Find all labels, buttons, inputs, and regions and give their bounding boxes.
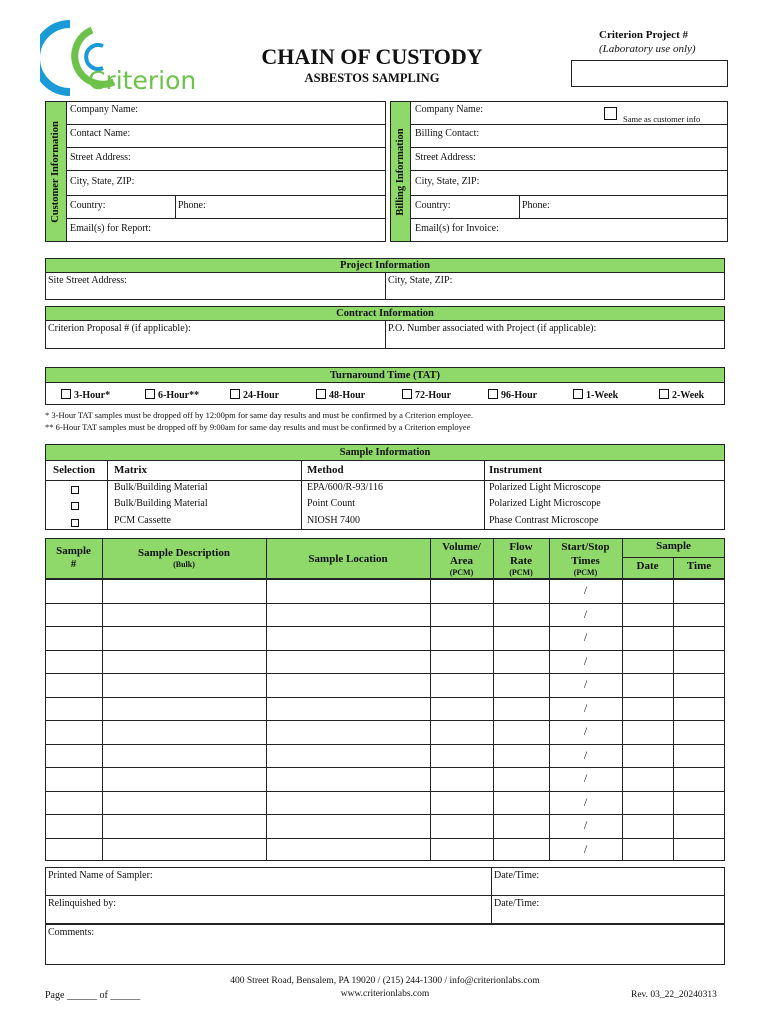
footer-revision: Rev. 03_22_20240313 xyxy=(631,990,717,1000)
same-as-customer-label: Same as customer info xyxy=(623,114,701,124)
table-row[interactable] xyxy=(45,697,725,698)
tat-checkbox[interactable] xyxy=(573,389,583,399)
table-row[interactable] xyxy=(45,814,725,815)
po-number-field[interactable]: P.O. Number associated with Project (if applicable): xyxy=(388,323,597,334)
start-stop-separator: / xyxy=(583,818,588,832)
start-stop-separator: / xyxy=(583,700,588,715)
comments-field[interactable] xyxy=(45,924,725,965)
col-volume-line1: Volume/ xyxy=(442,541,481,553)
sample-info-instrument: Polarized Light Microscope xyxy=(489,498,601,509)
tat-checkbox[interactable] xyxy=(659,389,669,399)
customer-phone-field[interactable]: Phone: xyxy=(178,200,206,211)
billing-company-field[interactable]: Company Name: xyxy=(415,104,484,115)
tat-note-6hour: ** 6-Hour TAT samples must be dropped off by 9:00am for same day results and must be confirmed by a Criterion employee xyxy=(45,422,471,432)
relinquished-by-field[interactable]: Relinquished by: xyxy=(48,898,117,909)
customer-info-section xyxy=(45,101,386,242)
page-total[interactable]: ______ xyxy=(110,990,141,1001)
sampler-name-field[interactable]: Printed Name of Sampler: xyxy=(48,870,153,881)
tat-option[interactable] xyxy=(659,389,704,401)
table-row[interactable] xyxy=(45,720,725,721)
billing-phone-field[interactable]: Phone: xyxy=(522,200,550,211)
col-method: Method xyxy=(307,464,344,476)
customer-street-field[interactable]: Street Address: xyxy=(70,152,131,163)
billing-country-field[interactable]: Country: xyxy=(415,200,451,211)
tat-option-label: 3-Hour* xyxy=(74,390,111,401)
company-logo xyxy=(40,16,197,98)
customer-contact-field[interactable]: Contact Name: xyxy=(70,128,131,139)
col-sample-time: Time xyxy=(686,560,712,572)
start-stop-separator: / xyxy=(583,747,588,762)
billing-info-label: Billing Information xyxy=(395,128,406,216)
sample-info-method: EPA/600/R-93/116 xyxy=(307,482,383,493)
col-sample-num-line2: # xyxy=(70,558,77,570)
billing-contact-field[interactable]: Billing Contact: xyxy=(415,128,480,139)
sample-info-method: Point Count xyxy=(307,498,356,509)
col-flow-line2: Rate xyxy=(510,555,532,567)
site-city-field[interactable]: City, State, ZIP: xyxy=(388,275,453,286)
tat-option[interactable] xyxy=(488,389,537,401)
tat-option[interactable] xyxy=(316,389,365,401)
table-row[interactable] xyxy=(45,767,725,768)
footer-address: 400 Street Road, Bensalem, PA 19020 / (215) 244-1300 / info@criterionlabs.com xyxy=(230,976,540,986)
analysis-selection-checkbox[interactable] xyxy=(71,486,79,494)
same-as-customer-checkbox[interactable] xyxy=(604,106,620,124)
tat-option-label: 96-Hour xyxy=(501,390,538,401)
col-times-line2: Times xyxy=(571,555,600,567)
tat-option-label: 1-Week xyxy=(586,390,619,401)
logo-wordmark: Criterion xyxy=(88,66,197,95)
proposal-number-field[interactable]: Criterion Proposal # (if applicable): xyxy=(48,323,191,334)
sample-info-header: Sample Information xyxy=(45,444,725,461)
sample-info-instrument: Phase Contrast Microscope xyxy=(489,515,599,526)
col-sample-num-line1: Sample xyxy=(56,545,91,557)
relinquished-datetime-field[interactable]: Date/Time: xyxy=(494,898,540,909)
tat-option[interactable] xyxy=(230,389,279,401)
tat-option-label: 24-Hour xyxy=(243,390,280,401)
sampler-datetime-field[interactable]: Date/Time: xyxy=(494,870,540,881)
table-row[interactable] xyxy=(45,650,725,651)
tat-option-label: 2-Week xyxy=(672,390,705,401)
col-sample-location: Sample Location xyxy=(308,553,388,565)
billing-city-field[interactable]: City, State, ZIP: xyxy=(415,176,480,187)
start-stop-separator: / xyxy=(583,724,588,738)
start-stop-separator: / xyxy=(583,583,588,597)
table-row[interactable] xyxy=(45,603,725,604)
start-stop-separator: / xyxy=(583,630,588,644)
customer-info-label: Customer Information xyxy=(50,121,61,223)
col-sample-num xyxy=(46,545,101,571)
contract-info-header: Contract Information xyxy=(45,306,725,321)
col-flow-line1: Flow xyxy=(509,541,533,553)
col-matrix: Matrix xyxy=(114,464,147,476)
col-volume-sub: (PCM) xyxy=(449,568,474,577)
customer-email-field[interactable]: Email(s) for Report: xyxy=(70,223,152,234)
site-address-field[interactable]: Site Street Address: xyxy=(48,275,127,286)
billing-email-field[interactable]: Email(s) for Invoice: xyxy=(415,223,499,234)
tat-note-3hour: * 3-Hour TAT samples must be dropped off by 12:00pm for same day results and must be confirmed by a Criterion employee. xyxy=(45,410,474,420)
table-row[interactable] xyxy=(45,838,725,839)
table-row[interactable] xyxy=(45,579,725,580)
tat-option-label: 48-Hour xyxy=(329,390,366,401)
samples-table-border xyxy=(45,538,725,861)
comments-label: Comments: xyxy=(48,927,95,938)
tat-checkbox[interactable] xyxy=(145,389,155,399)
col-sample-description-sub: (Bulk) xyxy=(173,560,195,569)
start-stop-separator: / xyxy=(583,841,588,856)
tat-option[interactable] xyxy=(61,389,110,401)
project-info-header: Project Information xyxy=(45,258,725,273)
start-stop-separator: / xyxy=(583,794,588,809)
analysis-selection-checkbox[interactable] xyxy=(71,502,79,510)
footer-website: www.criterionlabs.com xyxy=(340,989,430,999)
col-selection: Selection xyxy=(53,464,96,476)
customer-country-field[interactable]: Country: xyxy=(70,200,106,211)
table-row[interactable] xyxy=(45,673,725,674)
project-number-field[interactable] xyxy=(571,60,728,87)
tat-option[interactable] xyxy=(402,389,451,401)
col-sample-datetime: Sample xyxy=(656,540,691,552)
table-row[interactable] xyxy=(45,744,725,745)
tat-checkbox[interactable] xyxy=(61,389,71,399)
table-row[interactable] xyxy=(45,626,725,627)
page-number xyxy=(45,990,140,1001)
col-start-stop-times xyxy=(549,540,622,578)
page-subtitle: ASBESTOS SAMPLING xyxy=(304,71,440,85)
tat-checkbox[interactable] xyxy=(230,389,240,399)
tat-header: Turnaround Time (TAT) xyxy=(45,367,725,383)
col-sample-description: Sample Description xyxy=(138,547,230,559)
analysis-selection-checkbox[interactable] xyxy=(71,519,79,527)
sample-info-method: NIOSH 7400 xyxy=(307,515,361,526)
col-times-line1: Start/Stop xyxy=(561,541,610,553)
tat-option-label: 72-Hour xyxy=(415,390,452,401)
customer-city-field[interactable]: City, State, ZIP: xyxy=(70,176,135,187)
tat-option[interactable] xyxy=(145,389,199,401)
col-times-sub: (PCM) xyxy=(573,568,598,577)
page-prefix: Page xyxy=(45,990,65,1001)
project-number-note: (Laboratory use only) xyxy=(599,43,696,55)
table-row[interactable] xyxy=(45,791,725,792)
billing-street-field[interactable]: Street Address: xyxy=(415,152,476,163)
start-stop-separator: / xyxy=(583,677,588,691)
col-sample-date: Date xyxy=(636,560,659,572)
project-number-label: Criterion Project # xyxy=(599,29,688,41)
col-instrument: Instrument xyxy=(489,464,543,476)
sample-info-matrix: PCM Cassette xyxy=(114,515,171,526)
start-stop-separator: / xyxy=(583,606,588,621)
tat-checkbox[interactable] xyxy=(316,389,326,399)
tat-checkbox[interactable] xyxy=(402,389,412,399)
sample-info-matrix: Bulk/Building Material xyxy=(114,498,208,509)
page-current[interactable]: ______ xyxy=(66,990,97,1001)
col-flow-rate xyxy=(493,540,549,578)
col-volume xyxy=(430,540,493,578)
sample-info-matrix: Bulk/Building Material xyxy=(114,482,208,493)
start-stop-separator: / xyxy=(583,771,588,785)
page-of: of xyxy=(99,990,108,1001)
col-volume-line2: Area xyxy=(449,555,473,567)
col-flow-sub: (PCM) xyxy=(509,568,533,577)
sample-info-instrument: Polarized Light Microscope xyxy=(489,482,601,493)
customer-company-field[interactable]: Company Name: xyxy=(70,104,139,115)
start-stop-separator: / xyxy=(583,653,588,668)
tat-checkbox[interactable] xyxy=(488,389,498,399)
tat-option[interactable] xyxy=(573,389,618,401)
tat-option-label: 6-Hour** xyxy=(158,390,200,401)
page-title: CHAIN OF CUSTODY xyxy=(261,44,483,69)
